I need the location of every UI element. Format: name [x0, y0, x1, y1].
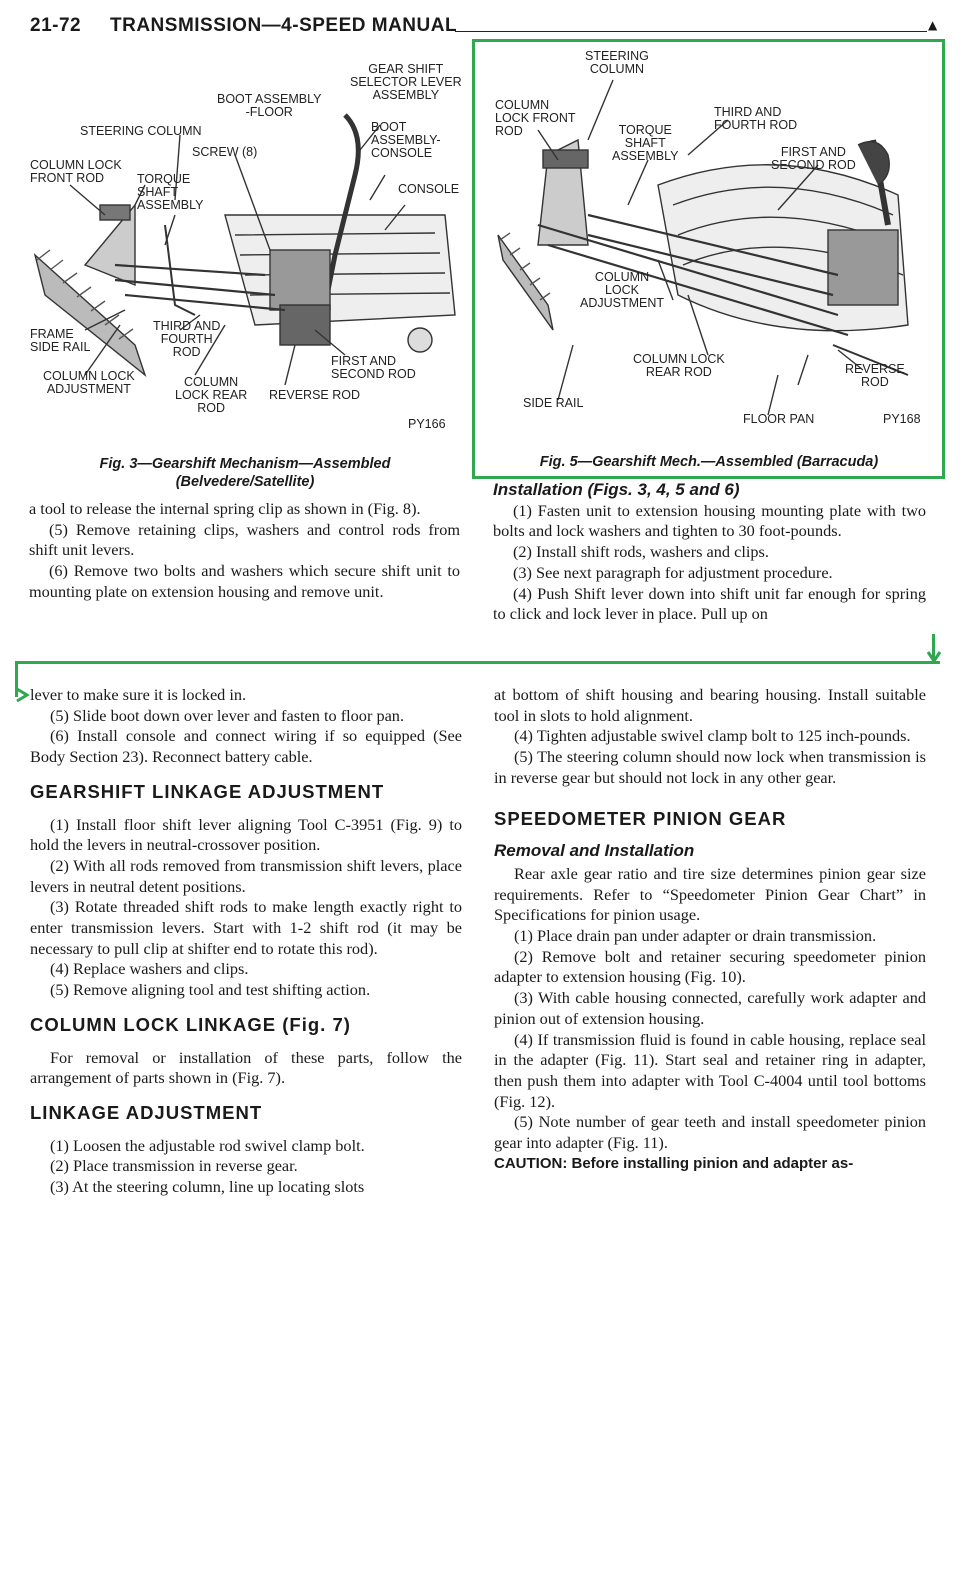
speedo-para-1: Rear axle gear ratio and tire size determines pinion gear size requirements. Refer to “Speedometer Pinion Gear Chart” in Specifications for pinion usage.: [494, 863, 926, 925]
gearshift-para-4: (4) Replace washers and clips.: [50, 959, 249, 979]
right-top-para-4: (4) Push Shift lever down into shift unit far enough for spring to click and lock lever in place. Pull up on: [493, 583, 926, 624]
left-top-para-2: (5) Remove retaining clips, washers and control rods from shift unit levers.: [29, 519, 460, 560]
gearshift-para-2: (2) With all rods removed from transmission shift levers, place levers in neutral detent positions.: [30, 855, 462, 896]
gearshift-linkage-heading: GEARSHIFT LINKAGE ADJUSTMENT: [30, 780, 385, 802]
speedo-para-4: (3) With cable housing connected, carefully work adapter and pinion out of extension housing.: [494, 988, 926, 1028]
fig3-label-column-lock-front: COLUMN LOCK FRONT ROD: [30, 158, 122, 185]
column-lock-linkage-heading: COLUMN LOCK LINKAGE (Fig. 7): [30, 1013, 351, 1035]
left-top-para-1: a tool to release the internal spring clip as shown in (Fig. 8).: [29, 499, 421, 518]
fig5-label-first-second: FIRST AND SECOND ROD: [771, 145, 856, 172]
fig3-label-reverse: REVERSE ROD: [269, 388, 360, 402]
right-top-para-1: (1) Fasten unit to extension housing mounting plate with two bolts and lock washers and tighten to 30 foot-pounds.: [493, 500, 926, 541]
left-column-bottom: [30, 685, 462, 1198]
fig3-caption: Fig. 3—Gearshift Mechanism—Assembled (Belvedere/Satellite): [99, 456, 391, 490]
speedo-para-6: (5) Note number of gear teeth and install speedometer pinion gear into adapter (Fig. 11).: [494, 1112, 926, 1153]
fig5-label-column-lock-front: COLUMN LOCK FRONT ROD: [495, 98, 576, 138]
fig3-label-column-lock-rear: COLUMN LOCK REAR ROD: [175, 375, 248, 415]
fig3-label-screw: SCREW (8): [192, 145, 258, 159]
page-number: 21-72: [30, 15, 82, 36]
fig5-label-side-rail: SIDE RAIL: [523, 396, 584, 410]
fig5-label-reverse: REVERSE ROD: [845, 362, 905, 389]
gearshift-para-3: (3) Rotate threaded shift rods to make length exactly right to enter transmission levers. Start with 1-2 shift rod (it may be necessary to pull clip at shifter end to rotate this rod).: [30, 897, 462, 958]
fig5-code: PY168: [883, 412, 921, 426]
fig3-label-column-lock-adj: COLUMN LOCK ADJUSTMENT: [43, 369, 135, 396]
fig3-label-torque-shaft: TORQUE SHAFT ASSEMBLY: [137, 172, 204, 212]
linkage-para-1: (1) Loosen the adjustable rod swivel clamp bolt.: [50, 1135, 365, 1155]
gearshift-para-5: (5) Remove aligning tool and test shifting action.: [50, 980, 371, 1000]
left-top-para-3: (6) Remove two bolts and washers which secure shift unit to mounting plate on extension housing and remove unit.: [29, 561, 460, 601]
continuation-line-horizontal: [15, 661, 940, 664]
left-bottom-intro-1: lever to make sure it is locked in.: [30, 685, 247, 704]
linkage-para-3: (3) At the steering column, line up locating slots: [50, 1177, 365, 1197]
header-triangle-icon: ▲: [928, 18, 938, 32]
left-bottom-intro-3: (6) Install console and connect wiring if so equipped (See Body Section 23). Reconnect battery cable.: [30, 726, 462, 767]
left-column-top: [29, 499, 460, 603]
left-bottom-intro-2: (5) Slide boot down over lever and fasten to floor pan.: [50, 705, 405, 725]
right-bottom-intro-1: at bottom of shift housing and bearing housing. Install suitable tool in slots to hold alignment.: [494, 685, 926, 725]
fig3-label-gear-shift: GEAR SHIFT SELECTOR LEVER ASSEMBLY: [350, 62, 462, 102]
right-column-top: [493, 480, 926, 625]
linkage-para-2: (2) Place transmission in reverse gear.: [50, 1156, 298, 1176]
speedo-para-3: (2) Remove bolt and retainer securing speedometer pinion adapter to extension housing (Fig. 10).: [494, 946, 926, 987]
fig3-code: PY166: [408, 417, 446, 431]
fig3-label-console: CONSOLE: [398, 182, 460, 196]
fig3-label-steering-column: STEERING COLUMN: [80, 124, 202, 138]
right-top-para-3: (3) See next paragraph for adjustment procedure.: [513, 562, 833, 582]
fig5-label-torque-shaft: TORQUE SHAFT ASSEMBLY: [612, 123, 679, 163]
right-top-para-2: (2) Install shift rods, washers and clips.: [513, 542, 769, 562]
continuation-arrow-down-icon: [926, 650, 942, 664]
column-lock-para-1: For removal or installation of these parts, follow the arrangement of parts shown in (Fig. 7).: [30, 1047, 462, 1088]
fig5-label-third-fourth: THIRD AND FOURTH ROD: [714, 105, 798, 132]
right-bottom-intro-2: (4) Tighten adjustable swivel clamp bolt to 125 inch-pounds.: [514, 726, 911, 746]
page-title: TRANSMISSION—4-SPEED MANUAL: [110, 15, 458, 36]
figure-5: [478, 45, 940, 450]
linkage-adjustment-heading: LINKAGE ADJUSTMENT: [30, 1101, 263, 1123]
installation-heading: Installation (Figs. 3, 4, 5 and 6): [493, 480, 740, 499]
right-column-bottom: [494, 685, 926, 1174]
gearshift-para-1: (1) Install floor shift lever aligning Tool C-3951 (Fig. 9) to hold the levers in neutral-crossover position.: [30, 814, 462, 855]
fig3-label-frame: FRAME SIDE RAIL: [30, 327, 91, 354]
right-bottom-intro-3: (5) The steering column should now lock when transmission is in reverse gear but should not lock in any other gear.: [494, 747, 926, 787]
fig3-label-boot-console: BOOT ASSEMBLY- CONSOLE: [371, 120, 441, 160]
fig5-caption: Fig. 5—Gearshift Mech.—Assembled (Barracuda): [539, 454, 879, 470]
figure-3: [25, 55, 465, 440]
speedometer-pinion-heading: SPEEDOMETER PINION GEAR: [494, 807, 787, 829]
fig5-label-floor-pan: FLOOR PAN: [743, 412, 815, 426]
caution-note: CAUTION: Before installing pinion and adapter as-: [494, 1154, 854, 1172]
fig5-label-column-lock-rear: COLUMN LOCK REAR ROD: [633, 352, 725, 379]
header-rule: [455, 31, 927, 32]
fig3-label-third-fourth: THIRD AND FOURTH ROD: [153, 319, 221, 359]
fig3-label-boot-floor: BOOT ASSEMBLY -FLOOR: [217, 92, 322, 119]
speedo-para-2: (1) Place drain pan under adapter or drain transmission.: [514, 926, 877, 946]
fig3-label-first-second: FIRST AND SECOND ROD: [331, 354, 416, 381]
speedo-para-5: (4) If transmission fluid is found in cable housing, replace seal in the adapter (Fig. 11). Start seal and retainer ring in adapter, then push them into adapter with Tool C-4004 until tool bottoms (Fig. 12).: [494, 1029, 926, 1111]
removal-installation-heading: Removal and Installation: [494, 841, 695, 861]
fig5-label-steering-column: STEERING COLUMN: [585, 49, 649, 76]
fig5-label-column-lock-adj: COLUMN LOCK ADJUSTMENT: [580, 270, 665, 310]
